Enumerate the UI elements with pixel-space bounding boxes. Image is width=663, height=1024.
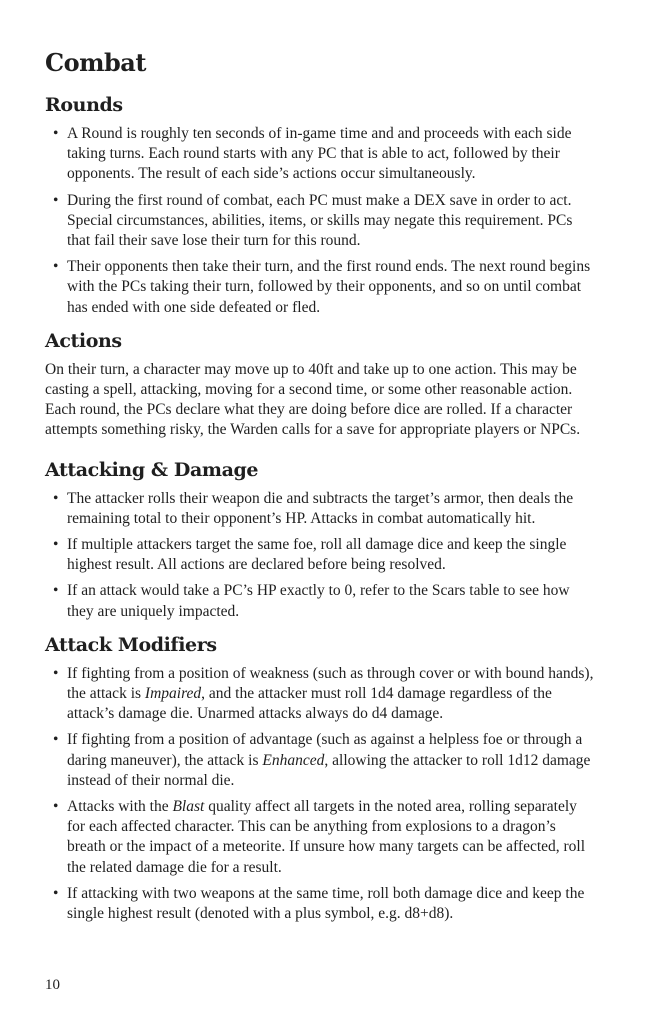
list-item: • If an attack would take a PC’s HP exactly to 0, refer to the Scars table to see how they are uniquely impacted.: [45, 581, 597, 621]
text-run: , allowing the attacker to roll 1d12 damage instead of their normal die.: [67, 751, 591, 789]
text-run: , and the attacker must roll 1d4 damage regardless of the attack’s damage die. Unarmed attacks always do d4 damage.: [67, 685, 552, 723]
list-item: [45, 797, 597, 878]
section-heading-actions: Actions: [45, 329, 122, 352]
text-run: Attacks with the: [67, 798, 173, 816]
text-run: quality affect all targets in the noted area, rolling separately for each affected character. This can be anything from explosions to a dragon’s breath or the impact of a meteorite. If unsure how many targets can be affected, roll the related damage die for a result.: [67, 798, 586, 876]
section-heading-attacking-damage: Attacking & Damage: [45, 458, 259, 481]
attacking-list: [45, 489, 597, 622]
page-content: [45, 46, 597, 934]
term-enhanced: Enhanced: [262, 751, 325, 769]
text-run: If fighting from a position of weakness (such as through cover or with bound hands), the attack is: [67, 664, 594, 703]
section-attacking-damage: [45, 457, 597, 622]
section-rounds: [45, 92, 597, 318]
page-number: 10: [45, 977, 60, 993]
text-run: If fighting from a position of advantage (such as against a helpless foe or through a daring maneuver), the attack is: [67, 731, 583, 769]
page-title: Combat: [45, 48, 146, 77]
list-item: [45, 730, 597, 791]
list-item: • During the first round of combat, each PC must make a DEX save in order to act. Special circumstances, abilities, items, or skills may negate this requirement. PCs that fail their save lose their turn for this round.: [45, 191, 597, 252]
modifiers-list: [45, 664, 597, 924]
list-item: [45, 664, 597, 725]
list-item: • If multiple attackers target the same foe, roll all damage dice and keep the single highest result. All actions are declared before being resolved.: [45, 535, 597, 575]
section-actions: [45, 328, 597, 441]
section-attack-modifiers: [45, 632, 597, 924]
list-item: • If attacking with two weapons at the same time, roll both damage dice and keep the single highest result (denoted with a plus symbol, e.g. d8+d8).: [45, 884, 597, 924]
list-item: • The attacker rolls their weapon die and subtracts the target’s armor, then deals the remaining total to their opponent’s HP. Attacks in combat automatically hit.: [45, 489, 597, 529]
term-impaired: Impaired: [144, 685, 202, 703]
list-item: • A Round is roughly ten seconds of in-game time and and proceeds with each side taking turns. Each round starts with any PC that is able to act, followed by their opponents. The result of each side’s actions occur simultaneously.: [45, 124, 597, 185]
section-heading-attack-modifiers: Attack Modifiers: [45, 633, 217, 656]
rounds-list: [45, 124, 597, 318]
actions-paragraph: On their turn, a character may move up to 40ft and take up to one action. This may be casting a spell, attacking, moving for a second time, or some other reasonable action. Each round, the PCs declare what they are doing before dice are rolled. If a character attempts something risky, the Warden calls for a save for appropriate players or NPCs.: [45, 360, 581, 439]
section-heading-rounds: Rounds: [45, 94, 123, 116]
term-blast: Blast: [172, 798, 205, 816]
list-item: • Their opponents then take their turn, and the first round ends. The next round begins with the PCs taking their turn, followed by their opponents, and so on until combat has ended with one side defeated or fled.: [45, 257, 597, 318]
